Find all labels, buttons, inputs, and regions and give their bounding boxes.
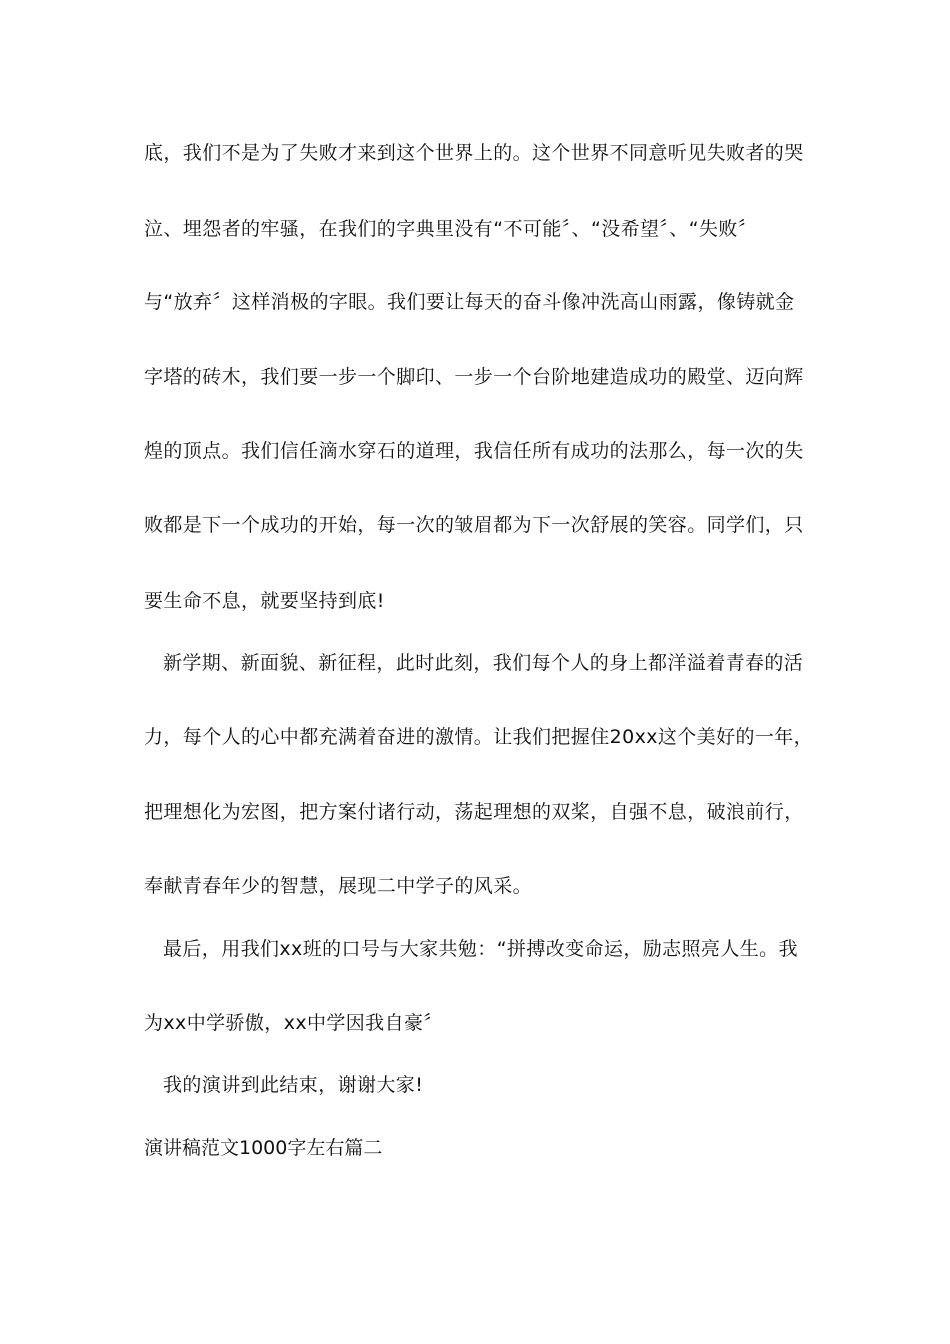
paragraph-line: 底，我们不是为了失败才来到这个世界上的。这个世界不同意听见失败者的哭 (144, 142, 804, 164)
paragraph-line: 力，每个人的心中都充满着奋进的激情。让我们把握住20xx这个美好的一年， (144, 726, 814, 748)
paragraph-line: 最后，用我们xx班的口号与大家共勉：“拼搏改变命运，励志照亮人生。我 (163, 938, 798, 960)
paragraph-line: 与“放弃〞这样消极的字眼。我们要让每天的奋斗像冲洗高山雨露，像铸就金 (144, 291, 795, 313)
paragraph-line: 我的演讲到此结束，谢谢大家! (163, 1074, 424, 1096)
paragraph-line: 奉献青春年少的智慧，展现二中学子的风采。 (144, 875, 533, 897)
paragraph-line: 为xx中学骄傲，xx中学因我自豪〞 (144, 1012, 443, 1034)
paragraph-line: 煌的顶点。我们信任滴水穿石的道理，我信任所有成功的法那么，每一次的失 (144, 440, 804, 462)
paragraph-line: 字塔的砖木，我们要一步一个脚印、一步一个台阶地建造成功的殿堂、迈向辉 (144, 366, 804, 388)
paragraph-line: 泣、埋怨者的牢骚，在我们的字典里没有“不可能〞、“没希望〞、“失败〞 (144, 218, 758, 240)
paragraph-line: 新学期、新面貌、新征程，此时此刻，我们每个人的身上都洋溢着青春的活 (163, 652, 804, 674)
paragraph-line: 要生命不息，就要坚持到底! (144, 590, 385, 612)
paragraph-line: 把理想化为宏图，把方案付诸行动，荡起理想的双桨，自强不息，破浪前行， (144, 801, 804, 823)
paragraph-line: 败都是下一个成功的开始，每一次的皱眉都为下一次舒展的笑容。同学们，只 (144, 514, 804, 536)
section-heading: 演讲稿范文1000字左右篇二 (144, 1137, 383, 1159)
